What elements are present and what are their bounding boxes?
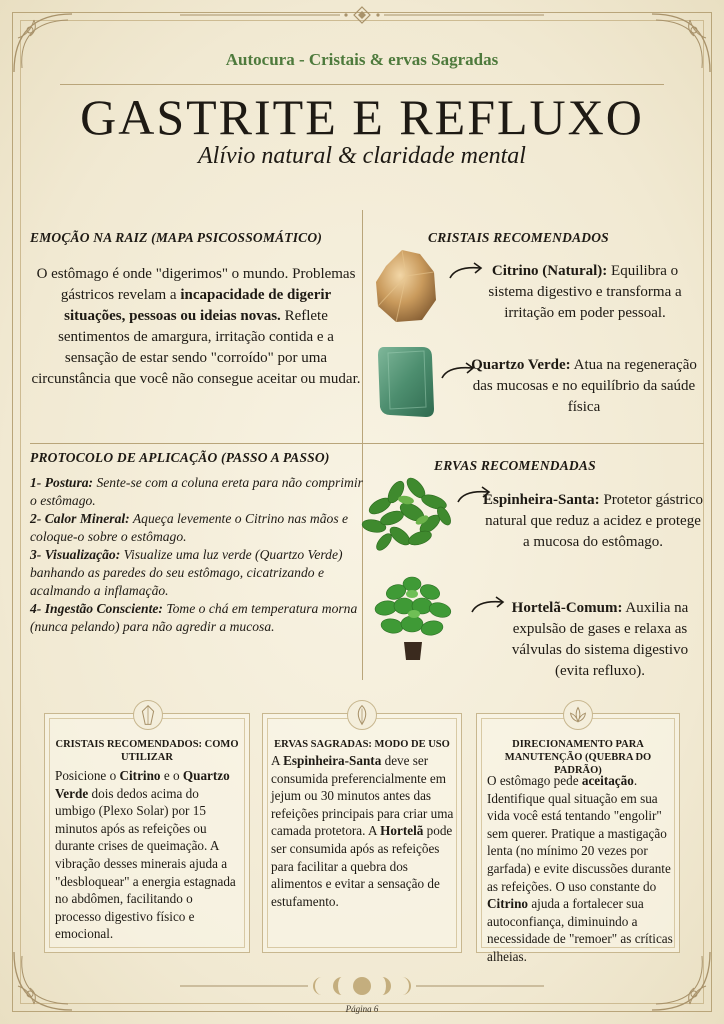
green-quartz-image xyxy=(374,343,438,419)
card-cristais-uso xyxy=(44,713,250,953)
card-manutencao xyxy=(476,713,680,964)
protocolo-step xyxy=(30,510,366,546)
card-body-text: e o xyxy=(160,768,183,783)
protocolo-step xyxy=(30,474,366,510)
cristal-item-citrino xyxy=(470,261,700,324)
card-body-bold: aceitação xyxy=(581,773,634,788)
card-body xyxy=(271,752,455,910)
leaf-icon xyxy=(347,700,377,730)
mint-plant-image xyxy=(370,572,456,664)
header-rule xyxy=(60,84,664,85)
lotus-icon xyxy=(563,700,593,730)
card-title: ERVAS SAGRADAS: MODO DE USO xyxy=(274,739,450,750)
emocao-heading: EMOÇÃO NA RAIZ (MAPA PSICOSSOMÁTICO) xyxy=(30,230,323,245)
cristal-item-desc: Atua na regeneração das mucosas e no equilíbrio da saúde física xyxy=(472,357,697,415)
page-tagline: Alívio natural & claridade mental xyxy=(198,143,526,169)
card-body-bold: Espinheira-Santa xyxy=(283,753,382,768)
espinheira-santa-image xyxy=(360,476,456,552)
cristal-item-quartzo xyxy=(466,355,702,418)
erva-item-desc: Auxilia na expulsão de gases e relaxa as válvulas do sistema digestivo (evita refluxo). xyxy=(511,600,689,679)
step-text: Sente-se com a coluna ereta para não comprimir o estômago. xyxy=(30,475,363,508)
protocolo-steps xyxy=(30,474,366,636)
card-body-text: Posicione o xyxy=(55,768,120,783)
step-label: 1- Postura: xyxy=(30,475,94,490)
cristal-item-name: Citrino (Natural): xyxy=(491,263,608,279)
emocao-text-bold: incapacidade de digerir situações, pessoas ou ideias novas. xyxy=(64,287,332,324)
page-title: GASTRITE E REFLUXO xyxy=(80,89,644,145)
ervas-heading: ERVAS RECOMENDADAS xyxy=(434,458,596,473)
protocolo-heading: PROTOCOLO DE APLICAÇÃO (PASSO A PASSO) xyxy=(30,450,330,465)
step-text: Visualize uma luz verde (Quartzo Verde) banhando as paredes do seu estômago, cicatrizando e acalmando a inflamação. xyxy=(30,547,343,598)
cristais-heading: CRISTAIS RECOMENDADOS xyxy=(428,230,609,245)
crystal-icon xyxy=(133,700,163,730)
citrine-crystal-image xyxy=(372,246,442,326)
card-body-bold: Quartzo Verde xyxy=(55,768,230,801)
card-body-text: dois dedos acima do umbigo (Plexo Solar) por 15 minutos após as refeições ou durante crises de queimação. A vibração desses minerais ajuda a "desbloquear" a energia estagnada no abdômen, facilitando o processo digestivo físico e emocional. xyxy=(55,785,236,942)
card-body-text: A xyxy=(271,753,284,768)
step-label: 3- Visualização: xyxy=(30,547,121,562)
cristal-item-desc: Equilibra o sistema digestivo e transforma a irritação em poder pessoal. xyxy=(488,263,682,321)
emocao-text-part2: Reflete sentimentos de amargura, irritação contida e a sensação de estar sendo "corroído" por uma circunstância que você não consegue aceitar ou mudar. xyxy=(31,308,361,387)
emocao-text-part1: O estômago é onde "digerimos" o mundo. Problemas gástricos revelam a xyxy=(36,266,356,303)
horizontal-divider xyxy=(30,443,704,444)
emocao-text xyxy=(30,264,362,390)
card-title: CRISTAIS RECOMENDADOS: COMO UTILIZAR xyxy=(55,739,239,763)
erva-item-name: Hortelã-Comum: xyxy=(511,600,623,616)
erva-item-hortela xyxy=(494,598,706,682)
card-ervas-uso xyxy=(262,713,462,953)
step-label: 4- Ingestão Consciente: xyxy=(30,601,163,616)
card-body-text: pode ser consumida após as refeições para facilitar a quebra dos alimentos e evitar a sensação de estufamento. xyxy=(271,823,453,909)
step-text: Tome o chá em temperatura morna (nunca pelando) para não agredir a mucosa. xyxy=(30,601,358,634)
card-body xyxy=(55,767,237,943)
card-body-text: ajuda a fortalecer sua autoconfiança, diminuindo a necessidade de "remoer" as críticas alheias. xyxy=(487,896,673,964)
card-body-text: O estômago pede xyxy=(487,773,582,788)
card-body-text: . Identifique qual situação em sua vida você está tentando "engolir" sem querer. Pratique a mastigação lenta (no mínimo 20 vezes por garfada) e evite discussões durante as refeições. O uso constante do xyxy=(487,773,671,894)
page-number: Página 6 xyxy=(345,1004,379,1014)
erva-item-desc: Protetor gástrico natural que reduz a acidez e protege a mucosa do estômago. xyxy=(485,492,703,550)
protocolo-step xyxy=(30,546,366,600)
card-body-bold: Citrino xyxy=(119,768,161,783)
step-label: 2- Calor Mineral: xyxy=(30,511,130,526)
card-body-bold: Citrino xyxy=(487,896,529,912)
moon-phases-ornament xyxy=(180,972,544,1002)
erva-item-espinheira xyxy=(482,490,704,553)
series-title: Autocura - Cristais & ervas Sagradas xyxy=(225,50,499,69)
erva-item-name: Espinheira-Santa: xyxy=(482,492,600,508)
card-body-text: deve ser consumida preferencialmente em jejum ou 30 minutos antes das refeições principais para criar uma camada protetora. A xyxy=(271,753,454,839)
cristal-item-name: Quartzo Verde: xyxy=(471,357,571,373)
card-body xyxy=(487,772,673,966)
protocolo-step xyxy=(30,600,366,636)
card-title: DIRECIONAMENTO PARA MANUTENÇÃO (QUEBRA DO PADRÃO) xyxy=(504,739,652,776)
top-ornament xyxy=(180,6,544,24)
step-text: Aqueça levemente o Citrino nas mãos e coloque-o sobre o estômago. xyxy=(30,511,349,544)
card-body-bold: Hortelã xyxy=(380,823,424,839)
